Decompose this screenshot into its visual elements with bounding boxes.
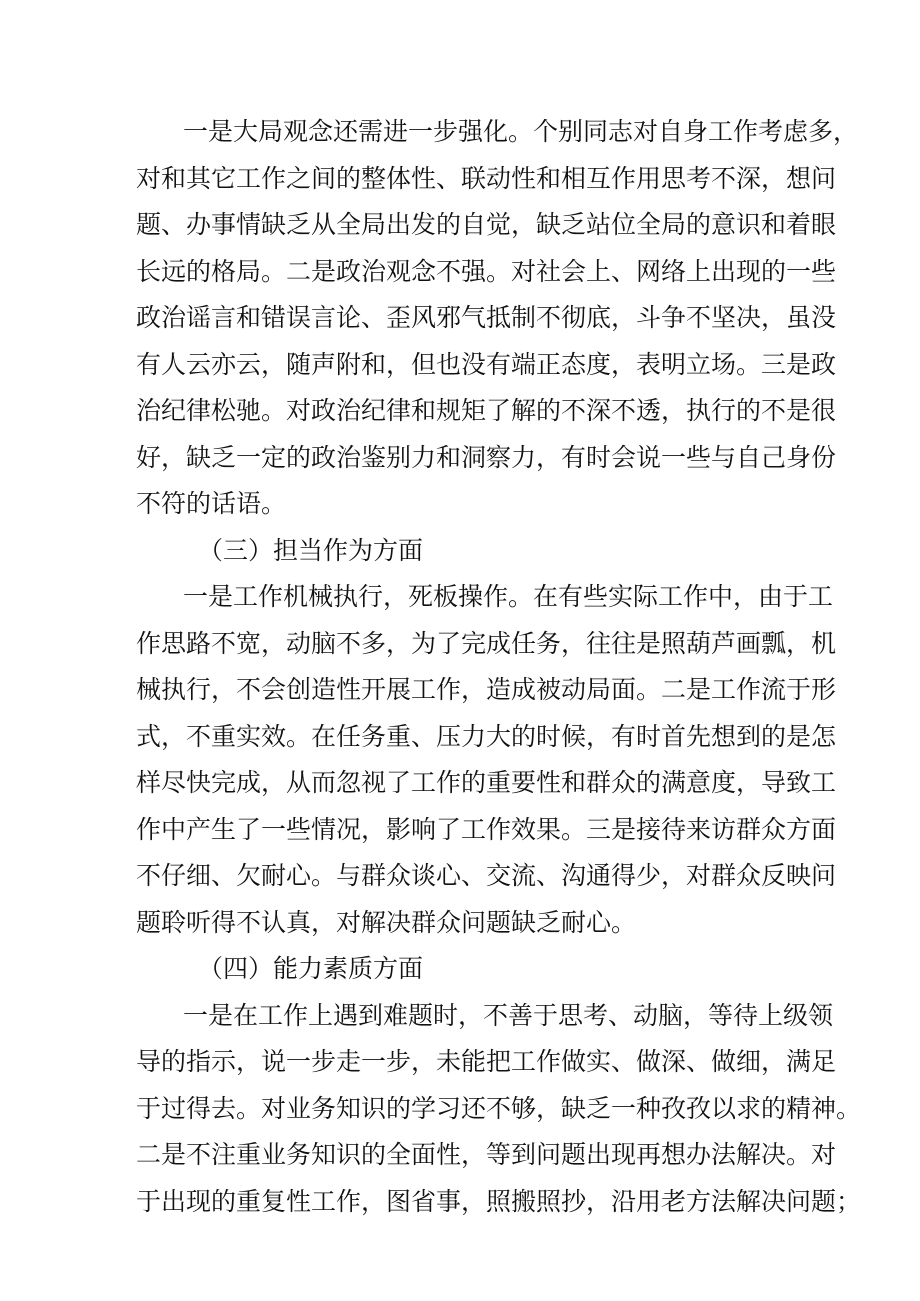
text-line: 式，不重实效。在任务重、压力大的时候，有时首先想到的是怎 xyxy=(136,722,837,751)
text-line: 好，缺乏一定的政治鉴别力和洞察力，有时会说一些与自己身份 xyxy=(136,443,837,472)
text-line: 械执行，不会创造性开展工作，造成被动局面。二是工作流于形 xyxy=(136,675,837,704)
text-line: 不符的话语。 xyxy=(136,489,287,518)
section-heading-competence: （四）能力素质方面 xyxy=(198,954,424,983)
text-line: 作中产生了一些情况，影响了工作效果。三是接待来访群众方面 xyxy=(136,815,837,844)
text-line: 样尽快完成，从而忽视了工作的重要性和群众的满意度，导致工 xyxy=(136,768,837,797)
text-line: 二是不注重业务知识的全面性，等到问题出现再想办法解决。对 xyxy=(136,1140,837,1169)
text-line: 作思路不宽，动脑不多，为了完成任务，往往是照葫芦画瓢，机 xyxy=(136,629,837,658)
text-line: 政治谣言和错误言论、歪风邪气抵制不彻底，斗争不坚决，虽没 xyxy=(136,303,837,332)
text-line: 导的指示，说一步走一步，未能把工作做实、做深、做细，满足 xyxy=(136,1047,837,1076)
text-line: 长远的格局。二是政治观念不强。对社会上、网络上出现的一些 xyxy=(136,257,837,286)
text-line: 一是工作机械执行，死板操作。在有些实际工作中，由于工 xyxy=(183,582,834,611)
section-heading-responsibility: （三）担当作为方面 xyxy=(198,536,424,565)
text-line: 一是在工作上遇到难题时，不善于思考、动脑，等待上级领 xyxy=(183,1001,834,1030)
text-line: 有人云亦云，随声附和，但也没有端正态度，表明立场。三是政 xyxy=(136,350,837,379)
text-line: 题聆听得不认真，对解决群众问题缺乏耐心。 xyxy=(136,908,637,937)
text-line: 不仔细、欠耐心。与群众谈心、交流、沟通得少，对群众反映问 xyxy=(136,861,837,890)
text-line: 题、办事情缺乏从全局出发的自觉，缺乏站位全局的意识和着眼 xyxy=(136,210,837,239)
text-line: 一是大局观念还需进一步强化。个别同志对自身工作考虑多， xyxy=(183,117,859,146)
text-line: 对和其它工作之间的整体性、联动性和相互作用思考不深，想问 xyxy=(136,164,837,193)
text-line: 治纪律松驰。对政治纪律和规矩了解的不深不透，执行的不是很 xyxy=(136,396,837,425)
text-line: 于出现的重复性工作，图省事，照搬照抄，沿用老方法解决问题； xyxy=(136,1187,862,1216)
text-line: 于过得去。对业务知识的学习还不够，缺乏一种孜孜以求的精神。 xyxy=(136,1094,862,1123)
